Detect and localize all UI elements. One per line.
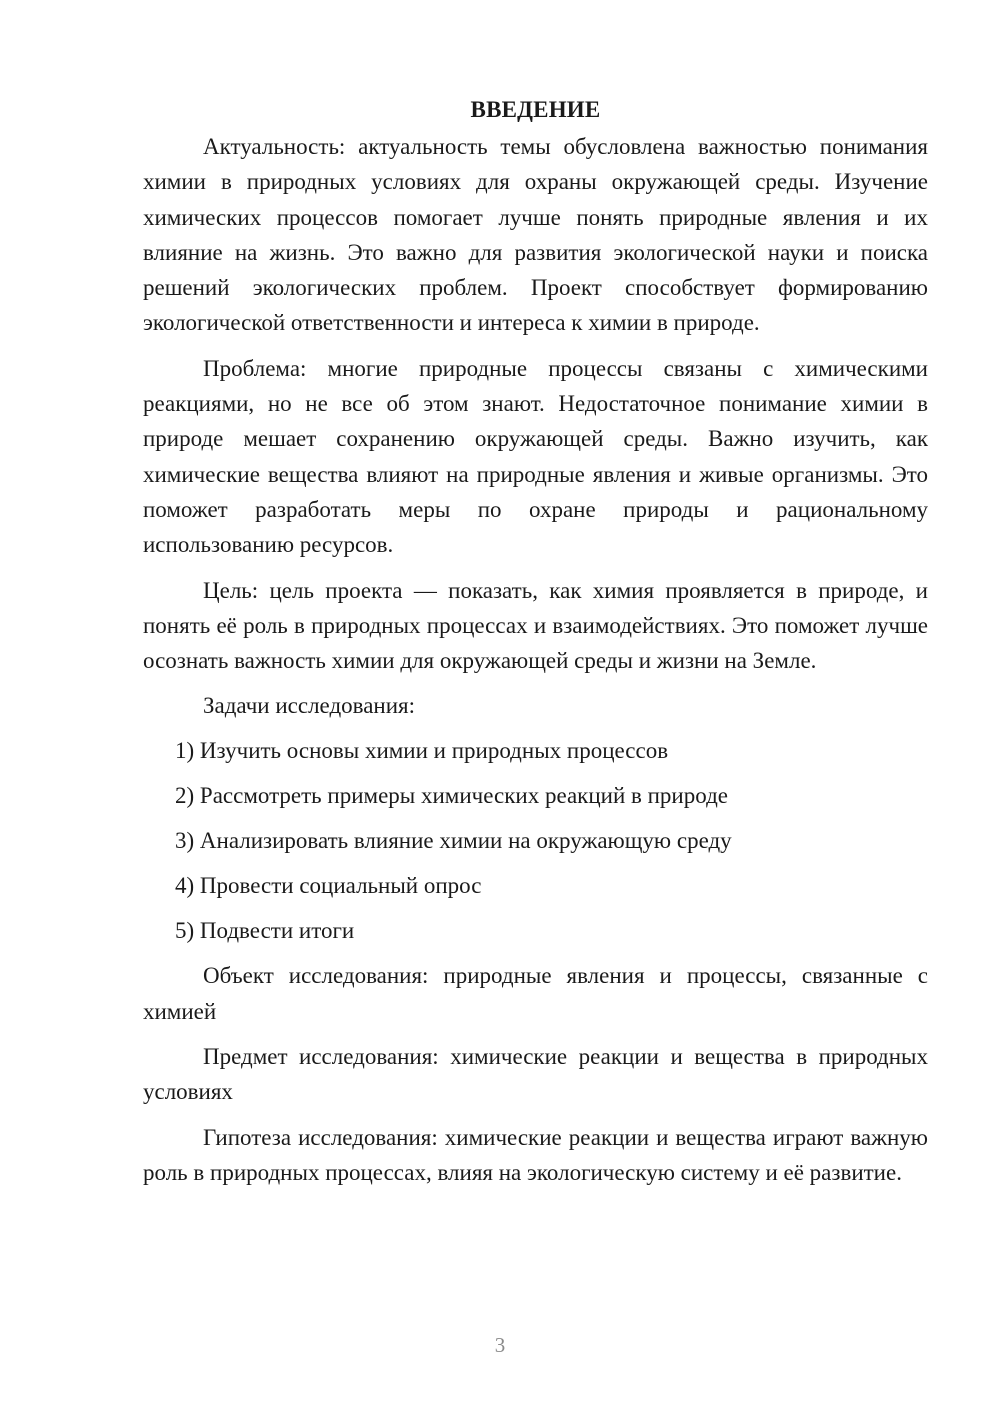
goal-paragraph: Цель: цель проекта — показать, как химия проявляется в природе, и понять её роль в природных процессах и взаимодействиях. Это поможет лучше осознать важность химии для окружающей среды и жизни на Земле. (143, 577, 928, 674)
document-page (143, 93, 928, 1200)
problem-paragraph: Проблема: многие природные процессы связаны с химическими реакциями, но не все об этом знают. Недостаточное понимание химии в природе мешает сохранению окружающей среды. Важно изучить, как химические вещества влияют на природные явления и живые организмы. Это поможет разработать меры по охране природы и рациональному использованию ресурсов. (143, 355, 928, 558)
object-paragraph: Объект исследования: природные явления и процессы, связанные с химией (143, 963, 928, 1024)
task-item: 2) Рассмотреть примеры химических реакций в природе (175, 783, 728, 809)
page-title: ВВЕДЕНИЕ (470, 97, 601, 122)
tasks-heading: Задачи исследования: (203, 693, 416, 719)
hypothesis-paragraph: Гипотеза исследования: химические реакции и вещества играют важную роль в природных процессах, влияя на экологическую систему и её развитие. (143, 1124, 928, 1185)
task-item: 4) Провести социальный опрос (175, 873, 482, 899)
task-item: 1) Изучить основы химии и природных процессов (175, 738, 669, 764)
relevance-paragraph: Актуальность: актуальность темы обусловлена важностью понимания химии в природных условиях для охраны окружающей среды. Изучение химических процессов помогает лучше понять природные явления и их влияние на жизнь. Это важно для развития экологической науки и поиска решений экологических проблем. Проект способствует формированию экологической ответственности и интереса к химии в природе. (143, 134, 928, 336)
subject-paragraph: Предмет исследования: химические реакции и вещества в природных условиях (143, 1044, 928, 1105)
task-item: 3) Анализировать влияние химии на окружающую среду (175, 828, 732, 854)
task-item: 5) Подвести итоги (175, 918, 355, 944)
tasks-list (143, 733, 928, 948)
page-number: 3 (494, 1333, 506, 1357)
